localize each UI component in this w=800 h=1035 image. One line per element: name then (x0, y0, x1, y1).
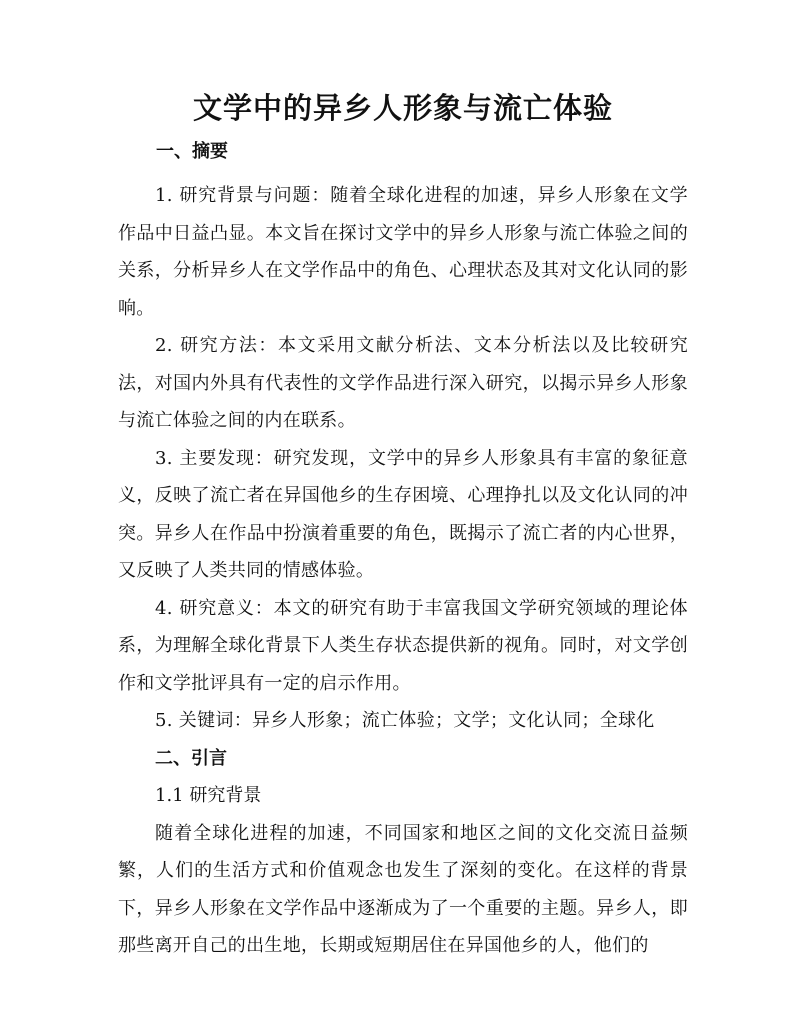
document-title: 文学中的异乡人形象与流亡体验 (192, 91, 613, 125)
abstract-item-keywords: 5. 关键词：异乡人形象；流亡体验；文学；文化认同；全球化 (155, 710, 655, 731)
abstract-item-significance: 4. 研究意义：本文的研究有助于丰富我国文学研究领域的理论体系，为理解全球化背景下人类生存状态提供新的视角。同时，对文学创作和文学批评具有一定的启示作用。 (118, 597, 688, 694)
abstract-item-findings: 3. 主要发现：研究发现，文学中的异乡人形象具有丰富的象征意义，反映了流亡者在异国他乡的生存困境、心理挣扎以及文化认同的冲突。异乡人在作品中扮演着重要的角色，既揭示了流亡者的内心世界，又反映了人类共同的情感体验。 (118, 447, 688, 581)
section-heading-introduction: 二、引言 (155, 747, 227, 769)
abstract-item-method: 2. 研究方法：本文采用文献分析法、文本分析法以及比较研究法，对国内外具有代表性的文学作品进行深入研究，以揭示异乡人形象与流亡体验之间的内在联系。 (118, 335, 688, 431)
subsection-heading-background: 1.1 研究背景 (155, 785, 262, 806)
abstract-item-background: 1. 研究背景与问题：随着全球化进程的加速，异乡人形象在文学作品中日益凸显。本文旨在探讨文学中的异乡人形象与流亡体验之间的关系，分析异乡人在文学作品中的角色、心理状态及其对文化认同的影响。 (118, 185, 688, 319)
section-heading-abstract: 一、摘要 (156, 141, 228, 162)
introduction-paragraph: 随着全球化进程的加速，不同国家和地区之间的文化交流日益频繁，人们的生活方式和价值观念也发生了深刻的变化。在这样的背景下，异乡人形象在文学作品中逐渐成为了一个重要的主题。异乡人，即那些离开自己的出生地，长期或短期居住在异国他乡的人，他们的 (118, 822, 688, 956)
